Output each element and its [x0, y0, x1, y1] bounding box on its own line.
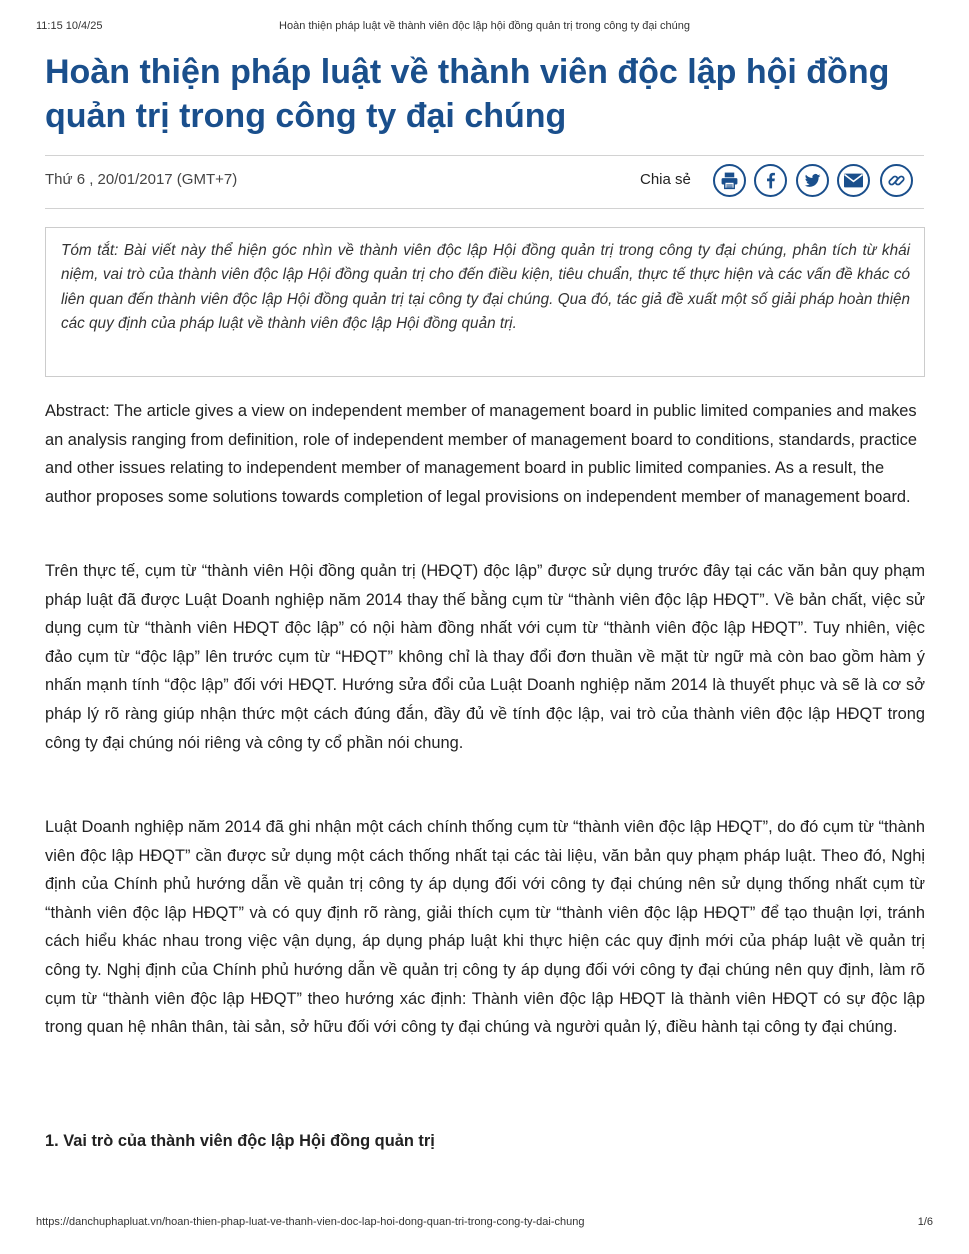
facebook-share-button[interactable] — [754, 164, 787, 197]
print-doc-title: Hoàn thiện pháp luật về thành viên độc lập hội đồng quản trị trong công ty đại chúng — [279, 20, 690, 32]
print-header — [36, 20, 933, 36]
body-paragraph-1: Trên thực tế, cụm từ “thành viên Hội đồng quản trị (HĐQT) độc lập” được sử dụng trước đây tại các văn bản quy phạm pháp luật đã được Luật Doanh nghiệp năm 2014 thay thế bằng cụm từ “thành viên độc lập HĐQT”. Về bản chất, việc sử dụng cụm từ “thành viên HĐQT độc lập” có nội hàm đồng nhất với cụm từ “thành viên độc lập HĐQT”. Tuy nhiên, việc đảo cụm từ “độc lập” lên trước cụm từ “HĐQT” không chỉ là thay đổi đơn thuần về mặt từ ngữ mà còn bao gồm hàm ý nhấn mạnh tính “độc lập” đối với HĐQT. Hướng sửa đổi của Luật Doanh nghiệp năm 2014 là thuyết phục và sẽ là cơ sở pháp lý rõ ràng giúp nhận thức một cách đúng đắn, đầy đủ về tính độc lập, vai trò của thành viên độc lập HĐQT trong công ty đại chúng nói riêng và công ty cổ phần nói chung. — [45, 562, 925, 752]
abstract-paragraph: Abstract: The article gives a view on independent member of management board in public limited companies and makes an analysis ranging from definition, role of independent member of management board to conditions, standards, practice and other issues relating to independent member of management board in public limited companies. As a result, the author proposes some solutions towards completion of legal provisions on independent member of management board. — [45, 402, 917, 506]
email-icon — [843, 171, 864, 190]
section-heading: 1. Vai trò của thành viên độc lập Hội đồng quản trị — [45, 1132, 435, 1150]
twitter-share-button[interactable] — [796, 164, 829, 197]
article-date: Thứ 6 , 20/01/2017 (GMT+7) — [45, 171, 238, 188]
summary-box — [45, 227, 925, 377]
email-share-button[interactable] — [837, 164, 870, 197]
article-title: Hoàn thiện pháp luật về thành viên độc lập hội đồng quản trị trong công ty đại chúng — [45, 53, 890, 135]
share-label: Chia sẻ — [640, 171, 691, 188]
summary-text: Tóm tắt: Bài viết này thể hiện góc nhìn về thành viên độc lập Hội đồng quản trị trong công ty đại chúng, phân tích từ khái niệm, vai trò của thành viên độc lập Hội đồng quản trị cho đến điều kiện, tiêu chuẩn, thực tế thực hiện và các vấn đề khác có liên quan đến thành viên độc lập Hội đồng quản trị tại công ty đại chúng. Qua đó, tác giả đề xuất một số giải pháp hoàn thiện các quy định của pháp luật về thành viên độc lập Hội đồng quản trị. — [61, 242, 910, 333]
print-button[interactable] — [713, 164, 746, 197]
print-footer — [36, 1216, 933, 1232]
copy-link-icon — [887, 171, 906, 190]
body-paragraph-2: Luật Doanh nghiệp năm 2014 đã ghi nhận một cách chính thống cụm từ “thành viên độc lập HĐQT”, do đó cụm từ “thành viên độc lập HĐQT” cần được sử dụng một cách thống nhất tại các tài liệu, văn bản quy phạm pháp luật. Theo đó, Nghị định của Chính phủ hướng dẫn về quản trị công ty áp dụng đối với công ty đại chúng nên sử dụng thống nhất cụm từ “thành viên độc lập HĐQT” và có quy định rõ ràng, giải thích cụm từ “thành viên độc lập HĐQT” để tạo thuận lợi, tránh cách hiểu khác nhau trong việc vận dụng, áp dụng pháp luật khi thực hiện các quy định mới của pháp luật về quản trị công ty. Nghị định của Chính phủ hướng dẫn về quản trị công ty áp dụng đối với công ty đại chúng nên quy định, làm rõ cụm từ “thành viên độc lập HĐQT” theo hướng xác định: Thành viên độc lập HĐQT là thành viên HĐQT có sự độc lập trong quan hệ nhân thân, tài sản, sở hữu đối với công ty đại chúng và người quản lý, điều hành tại công ty đại chúng. — [45, 818, 925, 1037]
copy-link-button[interactable] — [880, 164, 913, 197]
divider-top — [45, 155, 924, 156]
page-number: 1/6 — [917, 1216, 933, 1228]
facebook-icon — [761, 171, 780, 190]
print-icon — [720, 171, 739, 190]
print-datetime: 11:15 10/4/25 — [36, 20, 103, 32]
twitter-icon — [803, 171, 822, 190]
page-url: https://danchuphapluat.vn/hoan-thien-phap-luat-ve-thanh-vien-doc-lap-hoi-dong-quan-tri-trong-cong-ty-dai-chung — [36, 1216, 585, 1228]
divider-bottom — [45, 208, 924, 209]
